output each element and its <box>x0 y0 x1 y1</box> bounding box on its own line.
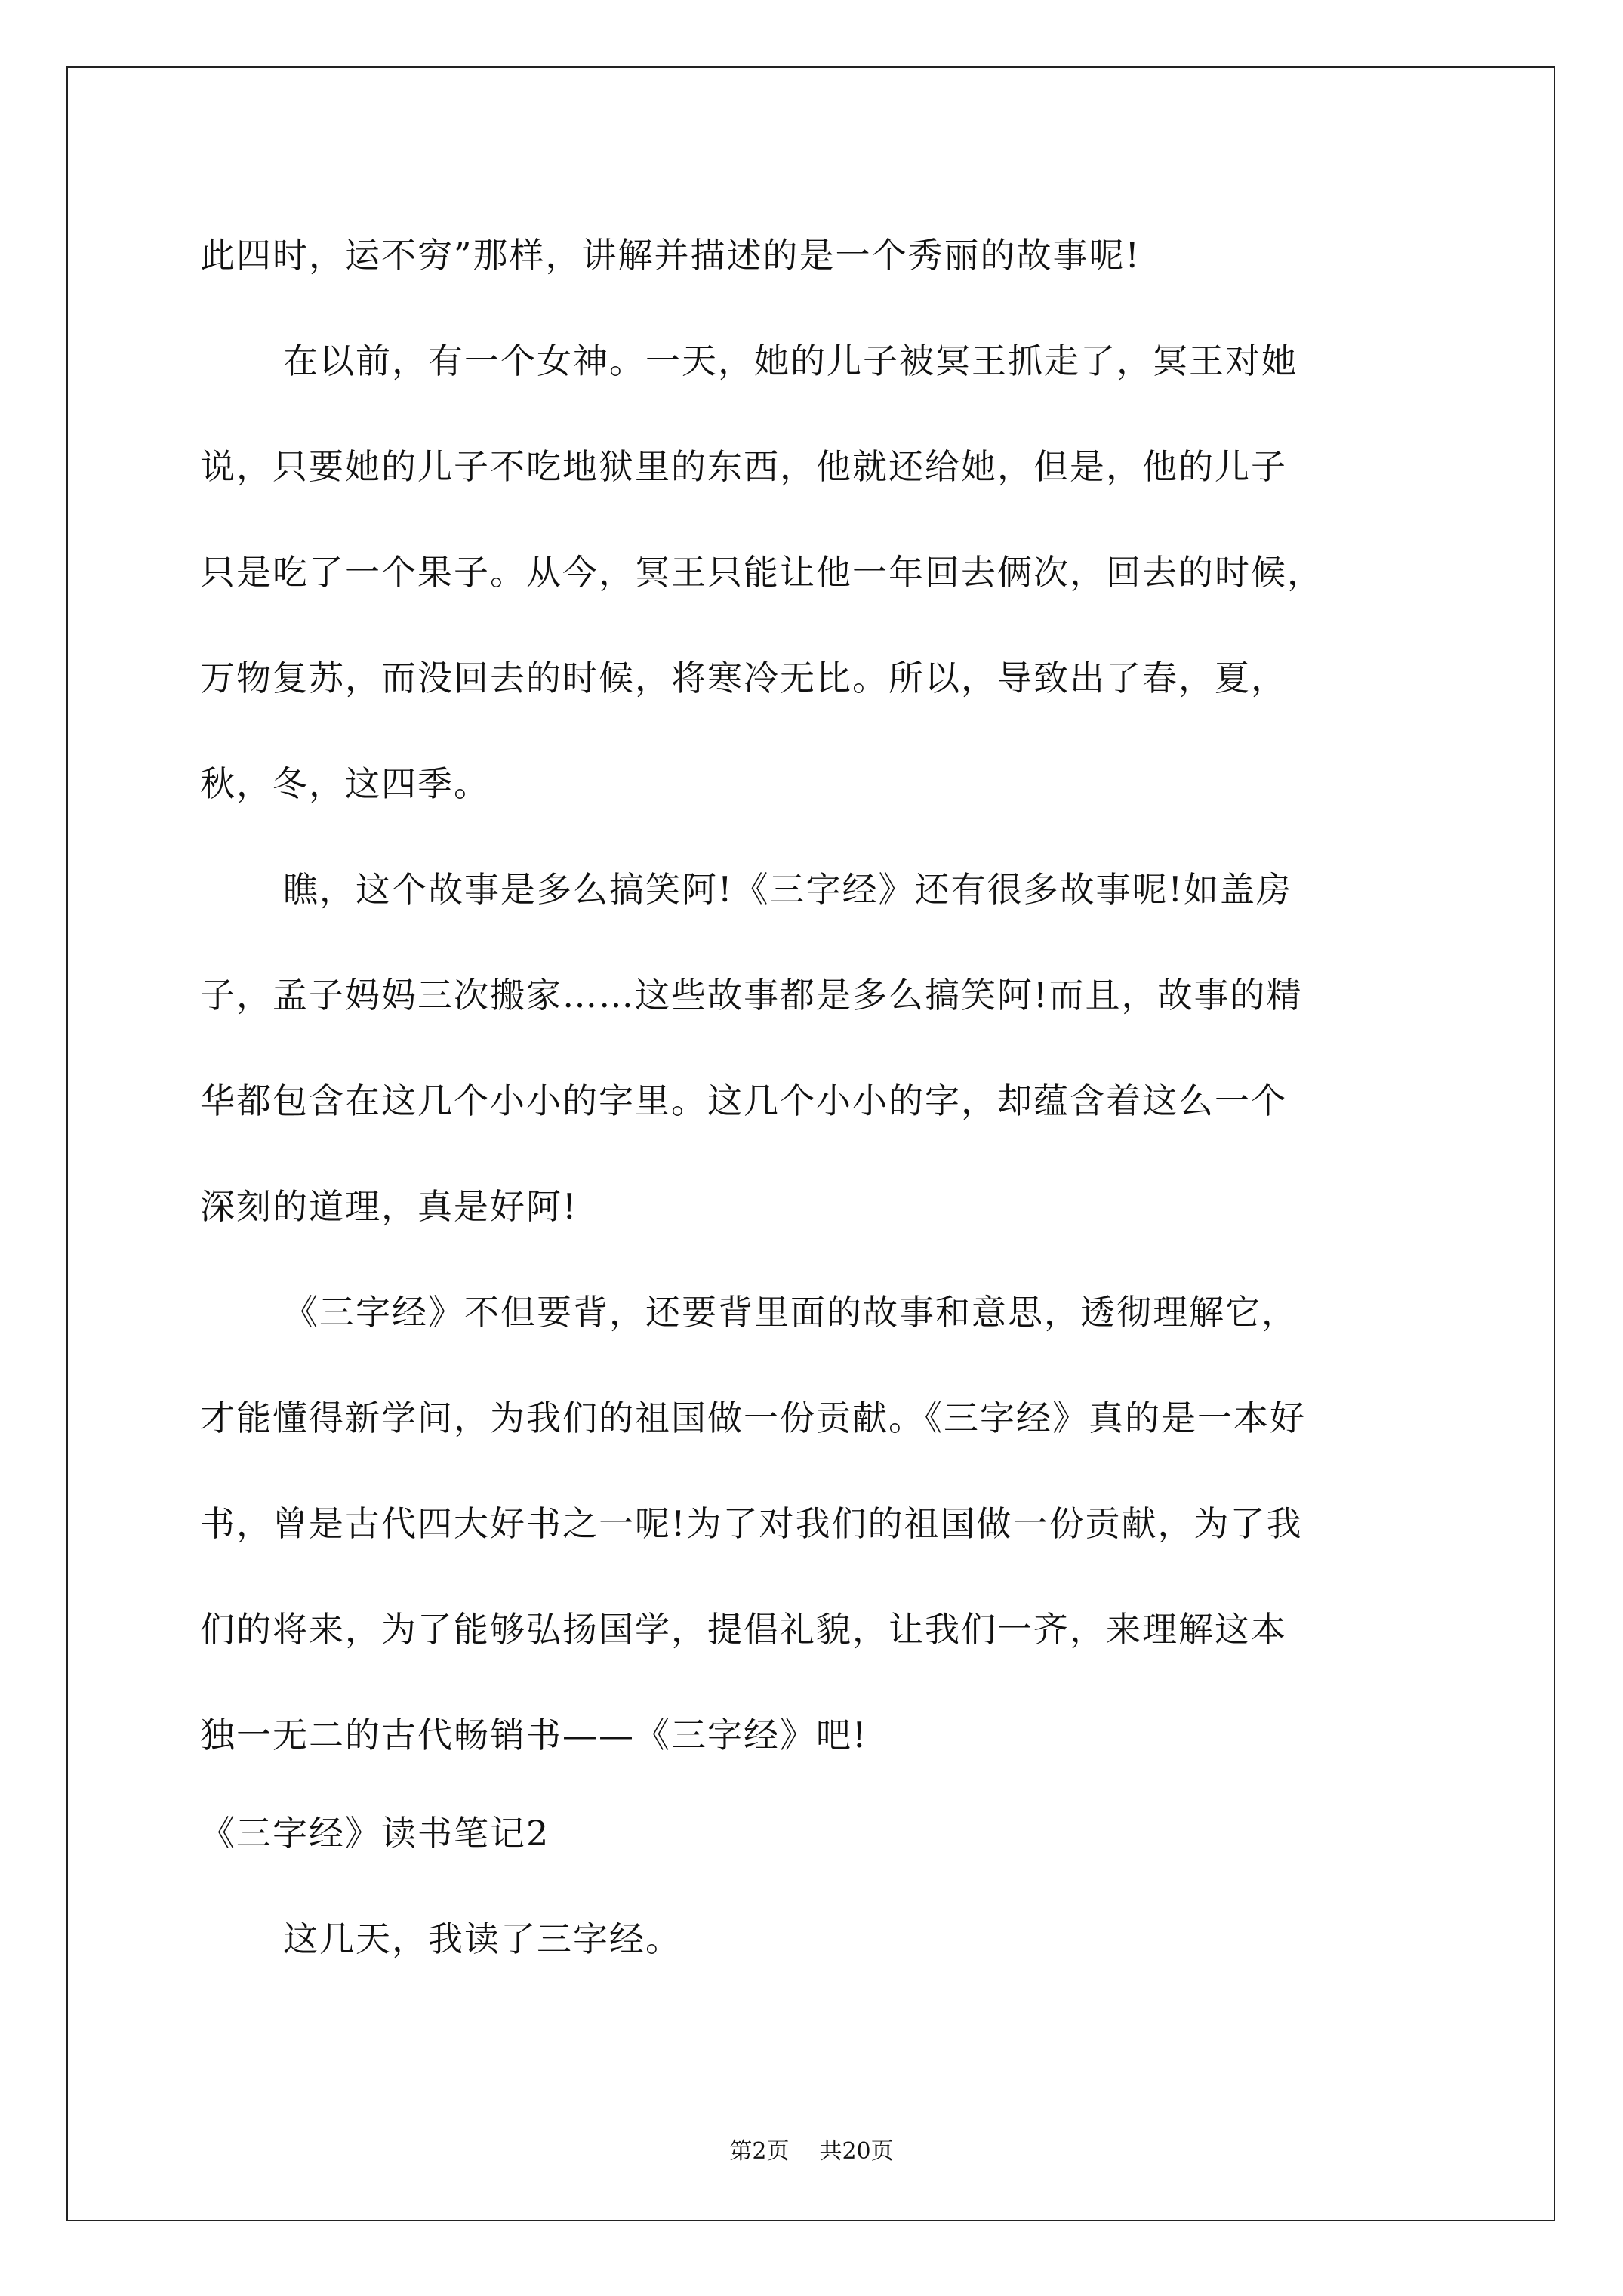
paragraph-line: 在以前，有一个女神。一天，她的儿子被冥王抓走了，冥王对她 <box>283 341 1298 381</box>
paragraph-line: 说，只要她的儿子不吃地狱里的东西，他就还给她，但是，他的儿子 <box>200 446 1287 487</box>
paragraph-line: 子，孟子妈妈三次搬家……这些故事都是多么搞笑阿!而且，故事的精 <box>200 975 1303 1015</box>
paragraph-line: 秋，冬，这四季。 <box>200 763 490 804</box>
paragraph-line: 华都包含在这几个小小的字里。这几个小小的字，却蕴含着这么一个 <box>200 1080 1287 1121</box>
page-total: 共20页 <box>819 2138 894 2165</box>
paragraph-line: 此四时，运不穷”那样，讲解并描述的是一个秀丽的故事呢! <box>200 235 1141 276</box>
paragraph-line: 这几天，我读了三字经。 <box>283 1918 682 1959</box>
page-footer <box>0 2137 1623 2167</box>
section-heading: 《三字经》读书笔记2 <box>200 1813 550 1854</box>
paragraph-line: 才能懂得新学问，为我们的祖国做一份贡献。《三字经》真的是一本好 <box>200 1398 1306 1438</box>
paragraph-line: 《三字经》不但要背，还要背里面的故事和意思，透彻理解它， <box>283 1292 1298 1333</box>
page-border <box>66 66 1555 2221</box>
paragraph-line: 万物复苏，而没回去的时候，将寒冷无比。所以，导致出了春，夏， <box>200 658 1287 698</box>
paragraph-line: 独一无二的古代畅销书——《三字经》吧! <box>200 1715 868 1755</box>
paragraph-line: 只是吃了一个果子。从今，冥王只能让他一年回去俩次，回去的时候， <box>200 552 1323 593</box>
paragraph-line: 瞧，这个故事是多么搞笑阿!《三字经》还有很多故事呢!如盖房 <box>283 869 1292 910</box>
paragraph-line: 深刻的道理，真是好阿! <box>200 1186 578 1227</box>
paragraph-line: 书，曾是古代四大好书之一呢!为了对我们的祖国做一份贡献，为了我 <box>200 1503 1303 1544</box>
page-number: 第2页 <box>729 2138 790 2165</box>
paragraph-line: 们的将来，为了能够弘扬国学，提倡礼貌，让我们一齐，来理解这本 <box>200 1609 1287 1650</box>
